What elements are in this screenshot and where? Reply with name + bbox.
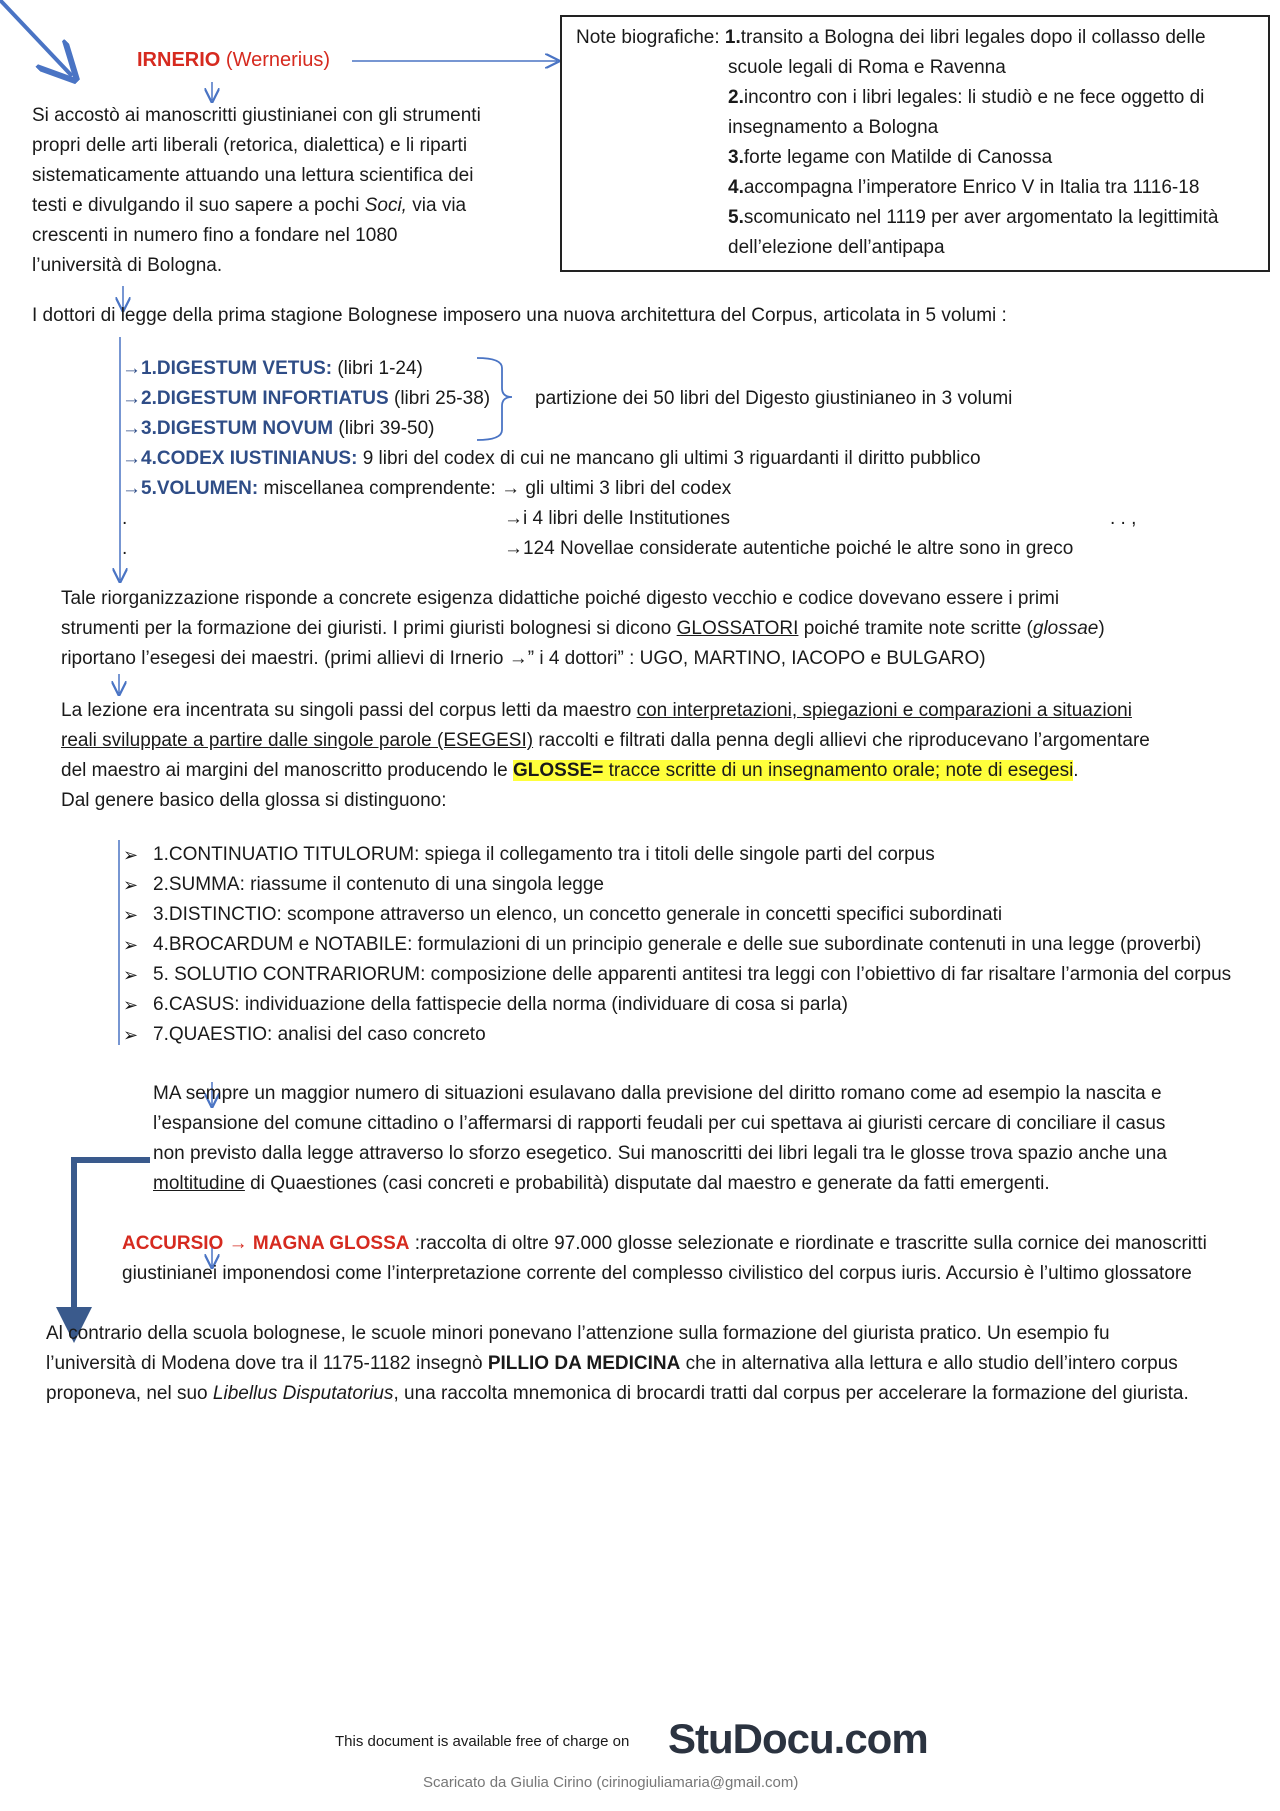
- digest-partition-note: partizione dei 50 libri del Digesto giustinianeo in 3 volumi: [535, 388, 1013, 409]
- glosse-highlight: GLOSSE= tracce scritte di un insegnamento orale; note di esegesi: [513, 760, 1074, 781]
- bullet-arrow-icon: ➢: [123, 1025, 139, 1045]
- bullet-arrow-icon: ➢: [123, 995, 139, 1015]
- intro-line: I dottori di legge della prima stagione Bolognese imposero una nuova architettura del Corpus, articolata in 5 volumi :: [32, 305, 1007, 326]
- irnerio-name: IRNERIO: [137, 49, 221, 71]
- irnerio-heading: IRNERIO (Wernerius): [137, 49, 331, 71]
- footer-available-text: This document is available free of charge on: [335, 1733, 630, 1750]
- bullet-arrow-icon: ➢: [123, 935, 139, 955]
- stray-dot: .: [122, 538, 128, 559]
- list-item: 4.BROCARDUM e NOTABILE: formulazioni di un principio generale e delle sue subordinate contenuti in una legge (proverbi): [153, 934, 1202, 955]
- bullet-arrow-icon: ➢: [123, 905, 139, 925]
- stray-dot: .: [122, 508, 128, 529]
- list-item: 6.CASUS: individuazione della fattispecie della norma (individuare di cosa si parla): [153, 994, 848, 1015]
- volumen-sub-item: →i 4 libri delle Institutiones: [504, 508, 730, 529]
- notes-label: Note biografiche:: [576, 27, 725, 48]
- volume-item: →1.DIGESTUM VETUS: (libri 1-24): [122, 358, 423, 379]
- list-item: 5. SOLUTIO CONTRARIORUM: composizione delle apparenti antitesi tra leggi con l’obiettivo di far risaltare l’armonia del corpus: [153, 964, 1232, 985]
- volume-item: →3.DIGESTUM NOVUM (libri 39-50): [122, 418, 435, 439]
- stray-dots: . . ,: [1110, 508, 1137, 529]
- list-item: 3.DISTINCTIO: scompone attraverso un elenco, un concetto generale in concetti specifici subordinati: [153, 904, 1003, 925]
- bullet-arrow-icon: ➢: [123, 845, 139, 865]
- list-item: 1.CONTINUATIO TITULORUM: spiega il collegamento tra i titoli delle singole parti del corpus: [153, 844, 935, 865]
- footer-downloaded-by: Scaricato da Giulia Cirino (cirinogiuliamaria@gmail.com): [423, 1774, 799, 1791]
- volume-item: →2.DIGESTUM INFORTIATUS (libri 25-38): [122, 388, 491, 409]
- irnerio-latin-name: Wernerius: [232, 49, 324, 71]
- accursio-label: ACCURSIO → MAGNA GLOSSA: [122, 1233, 410, 1254]
- volume-item: →4.CODEX IUSTINIANUS: 9 libri del codex di cui ne mancano gli ultimi 3 riguardanti il diritto pubblico: [122, 448, 981, 469]
- list-item: 7.QUAESTIO: analisi del caso concreto: [153, 1024, 486, 1045]
- volume-item: →5.VOLUMEN: miscellanea comprendente: → gli ultimi 3 libri del codex: [122, 478, 732, 499]
- volumen-sub-item: →124 Novellae considerate autentiche poiché le altre sono in greco: [504, 538, 1074, 559]
- corner-arrow: [0, 0, 72, 76]
- bullet-arrow-icon: ➢: [123, 965, 139, 985]
- studocu-logo[interactable]: StuDocu.com: [668, 1715, 928, 1762]
- bullet-arrow-icon: ➢: [123, 875, 139, 895]
- list-item: 2.SUMMA: riassume il contenuto di una singola legge: [153, 874, 604, 895]
